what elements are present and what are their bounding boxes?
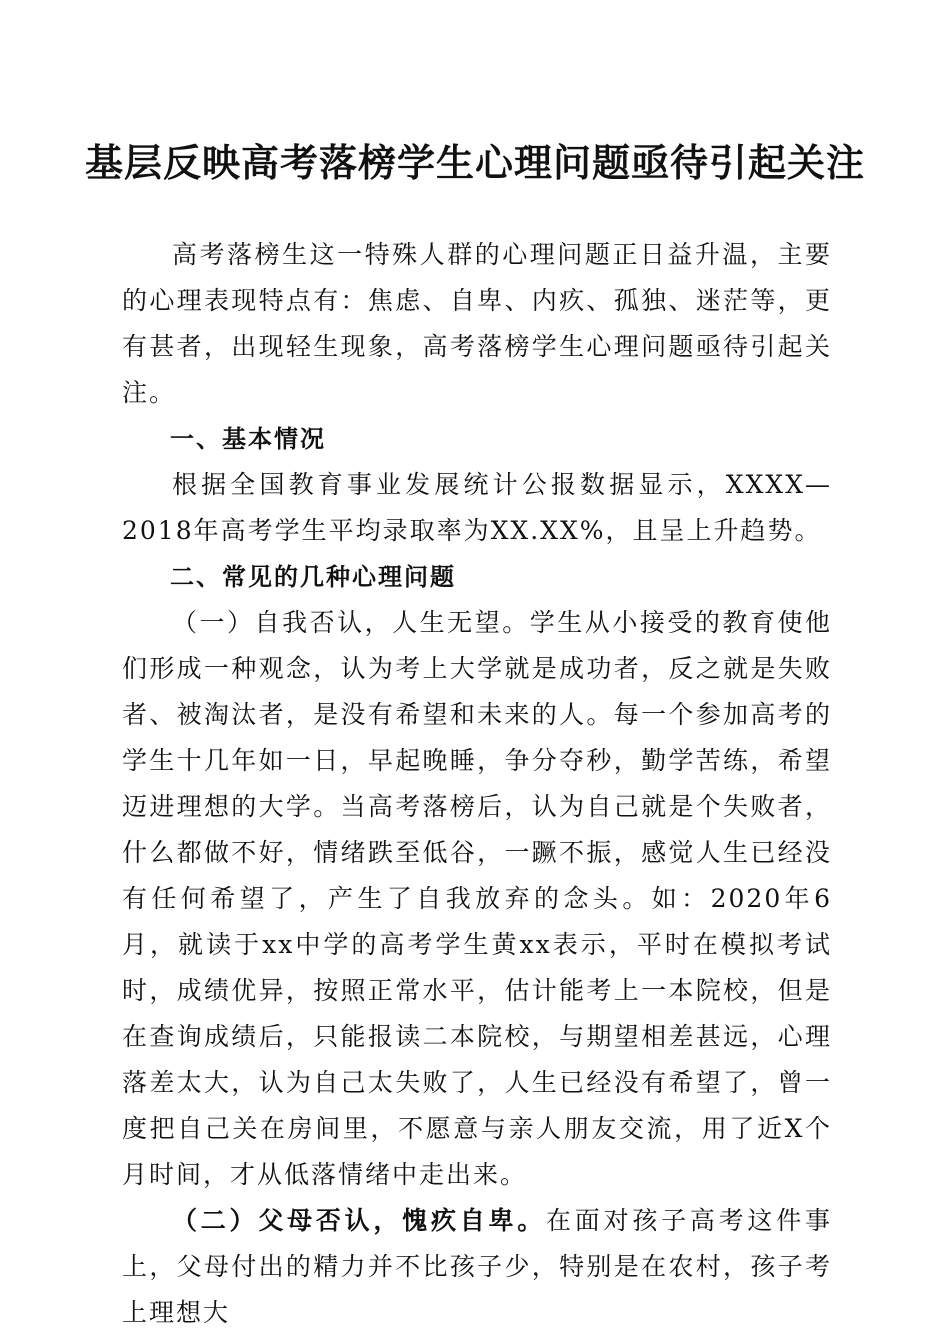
problem-item-1-text: 学生从小接受的教育使他们形成一种观念，认为考上大学就是成功者，反之就是失败者、被淘汰者，是没有希望和未来的人。每一个参加高考的学生十几年如一日，早起晚睡，争分夺秒，勤学苦练，希望迈进理想的大学。当高考落榜后，认为自己就是个失败者，什么都做不好，情绪跌至低谷，一蹶不振，感觉人生已经没有任何希望了，产生了自我放弃的念头。如：2020年6月，就读于xx中学的高考学生黄xx表示，平时在模拟考试时，成绩优异，按照正常水平，估计能考上一本院校，但是在查询成绩后，只能报读二本院校，与期望相差甚远，心理落差太大，认为自己太失败了，人生已经没有希望了，曾一度把自己关在房间里，不愿意与亲人朋友交流，用了近X个月时间，才从低落情绪中走出来。	[122, 608, 832, 1189]
intro-paragraph: 高考落榜生这一特殊人群的心理问题正日益升温，主要的心理表现特点有：焦虑、自卑、内疚、孤独、迷茫等，更有甚者，出现轻生现象，高考落榜学生心理问题亟待引起关注。	[122, 240, 832, 407]
section-basic-paragraph: 根据全国教育事业发展统计公报数据显示，XXXX—2018年高考学生平均录取率为XX.XX%，且呈上升趋势。	[122, 470, 832, 545]
section-heading-basic: 一、基本情况	[170, 425, 326, 453]
section-heading-problems: 二、常见的几种心理问题	[170, 563, 456, 591]
document-title: 基层反映高考落榜学生心理问题亟待引起关注	[84, 140, 865, 185]
problem-item-2-text: 在面对孩子高考这件事上，父母付出的精力并不比孩子少，特别是在农村，孩子考上理想大	[122, 1206, 832, 1327]
problem-item-1-lead: （一）自我否认，人生无望。	[172, 608, 530, 637]
document-body	[122, 232, 832, 1336]
problem-item-2	[122, 1198, 832, 1336]
problem-item-1	[122, 600, 832, 1198]
problem-item-2-lead: （二）父母否认，愧疚自卑。	[172, 1206, 547, 1235]
